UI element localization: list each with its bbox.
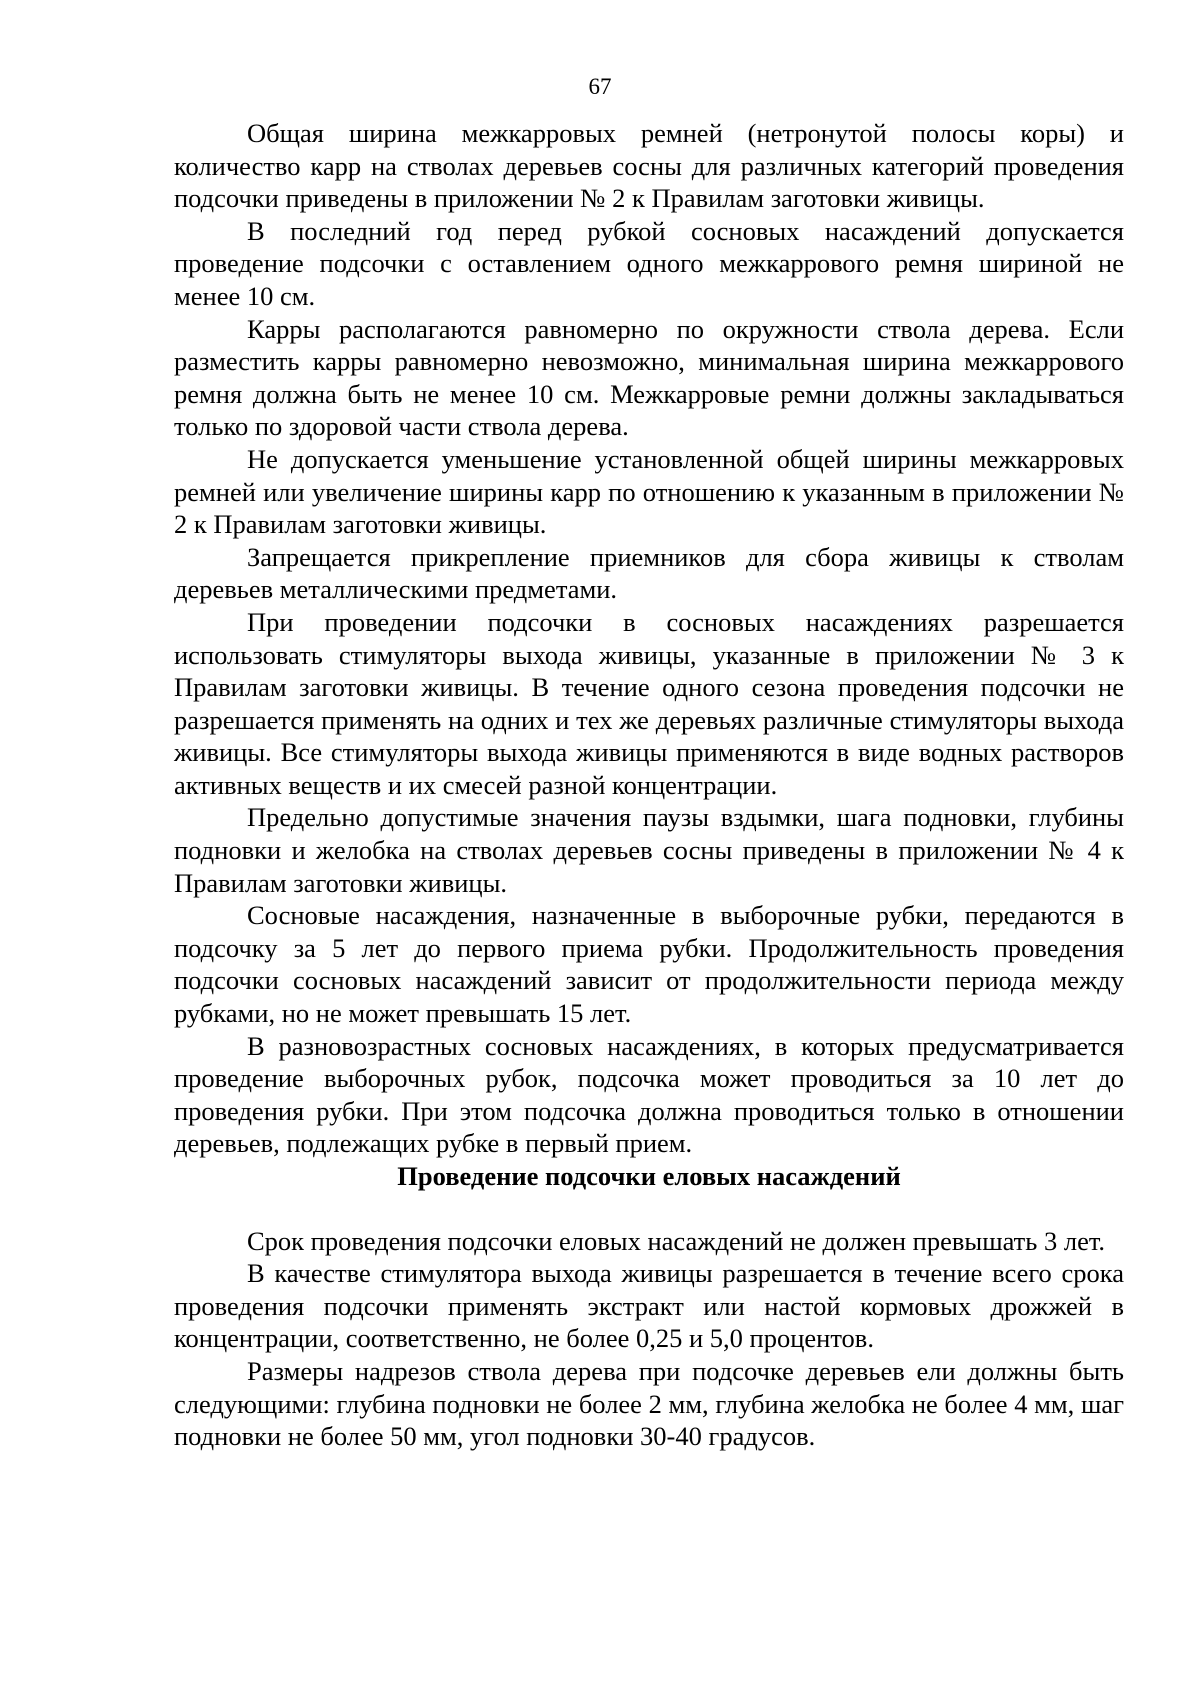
page-content <box>174 117 1124 1453</box>
paragraph: В разновозрастных сосновых насаждениях, в которых предусматривается проведение выборочных рубок, подсочка может проводиться за 10 лет до проведения рубки. При этом подсочка должна проводиться только в отношении деревьев, подлежащих рубке в первый прием. <box>174 1030 1124 1159</box>
paragraph: Срок проведения подсочки еловых насаждений не должен превышать 3 лет. <box>247 1225 1106 1256</box>
paragraph: При проведении подсочки в сосновых насаждениях разрешается использовать стимуляторы выхода живицы, указанные в приложении № 3 к Правилам заготовки живицы. В течение одного сезона проведения подсочки не разрешается применять на одних и тех же деревьях различные стимуляторы выхода живицы. Все стимуляторы выхода живицы применяются в виде водных растворов активных веществ и их смесей разной концентрации. <box>174 606 1124 800</box>
paragraph: В последний год перед рубкой сосновых насаждений допускается проведение подсочки с оставлением одного межкаррового ремня шириной не менее 10 см. <box>174 215 1124 311</box>
paragraph: Карры располагаются равномерно по окружности ствола дерева. Если разместить карры равномерно невозможно, минимальная ширина межкаррового ремня должна быть не менее 10 см. Межкарровые ремни должны закладываться только по здоровой части ствола дерева. <box>174 313 1124 442</box>
paragraph: Не допускается уменьшение установленной общей ширины межкарровых ремней или увеличение ширины карр по отношению к указанным в приложении № 2 к Правилам заготовки живицы. <box>174 443 1124 540</box>
paragraph: Сосновые насаждения, назначенные в выборочные рубки, передаются в подсочку за 5 лет до первого приема рубки. Продолжительность проведения подсочки сосновых насаждений зависит от продолжительности периода между рубками, но не может превышать 15 лет. <box>174 900 1124 1029</box>
paragraph: Размеры надрезов ствола дерева при подсочке деревьев ели должны быть следующими: глубина подновки не более 2 мм, глубина желобка не более 4 мм, шаг подновки не более 50 мм, угол подновки 30-40 градусов. <box>174 1355 1124 1452</box>
page-number: 67 <box>588 74 612 99</box>
section-heading: Проведение подсочки еловых насаждений <box>397 1161 901 1191</box>
paragraph: В качестве стимулятора выхода живицы разрешается в течение всего срока проведения подсочки применять экстракт или настой кормовых дрожжей в концентрации, соответственно, не более 0,25 и 5,0 процентов. <box>174 1258 1124 1354</box>
paragraph: Запрещается прикрепление приемников для сбора живицы к стволам деревьев металлическими предметами. <box>174 541 1124 605</box>
paragraph: Общая ширина межкарровых ремней (нетронутой полосы коры) и количество карр на стволах деревьев сосны для различных категорий проведения подсочки приведены в приложении № 2 к Правилам заготовки живицы. <box>174 118 1124 214</box>
paragraph: Предельно допустимые значения паузы вздымки, шага подновки, глубины подновки и желобка на стволах деревьев сосны приведены в приложении № 4 к Правилам заготовки живицы. <box>174 802 1124 898</box>
